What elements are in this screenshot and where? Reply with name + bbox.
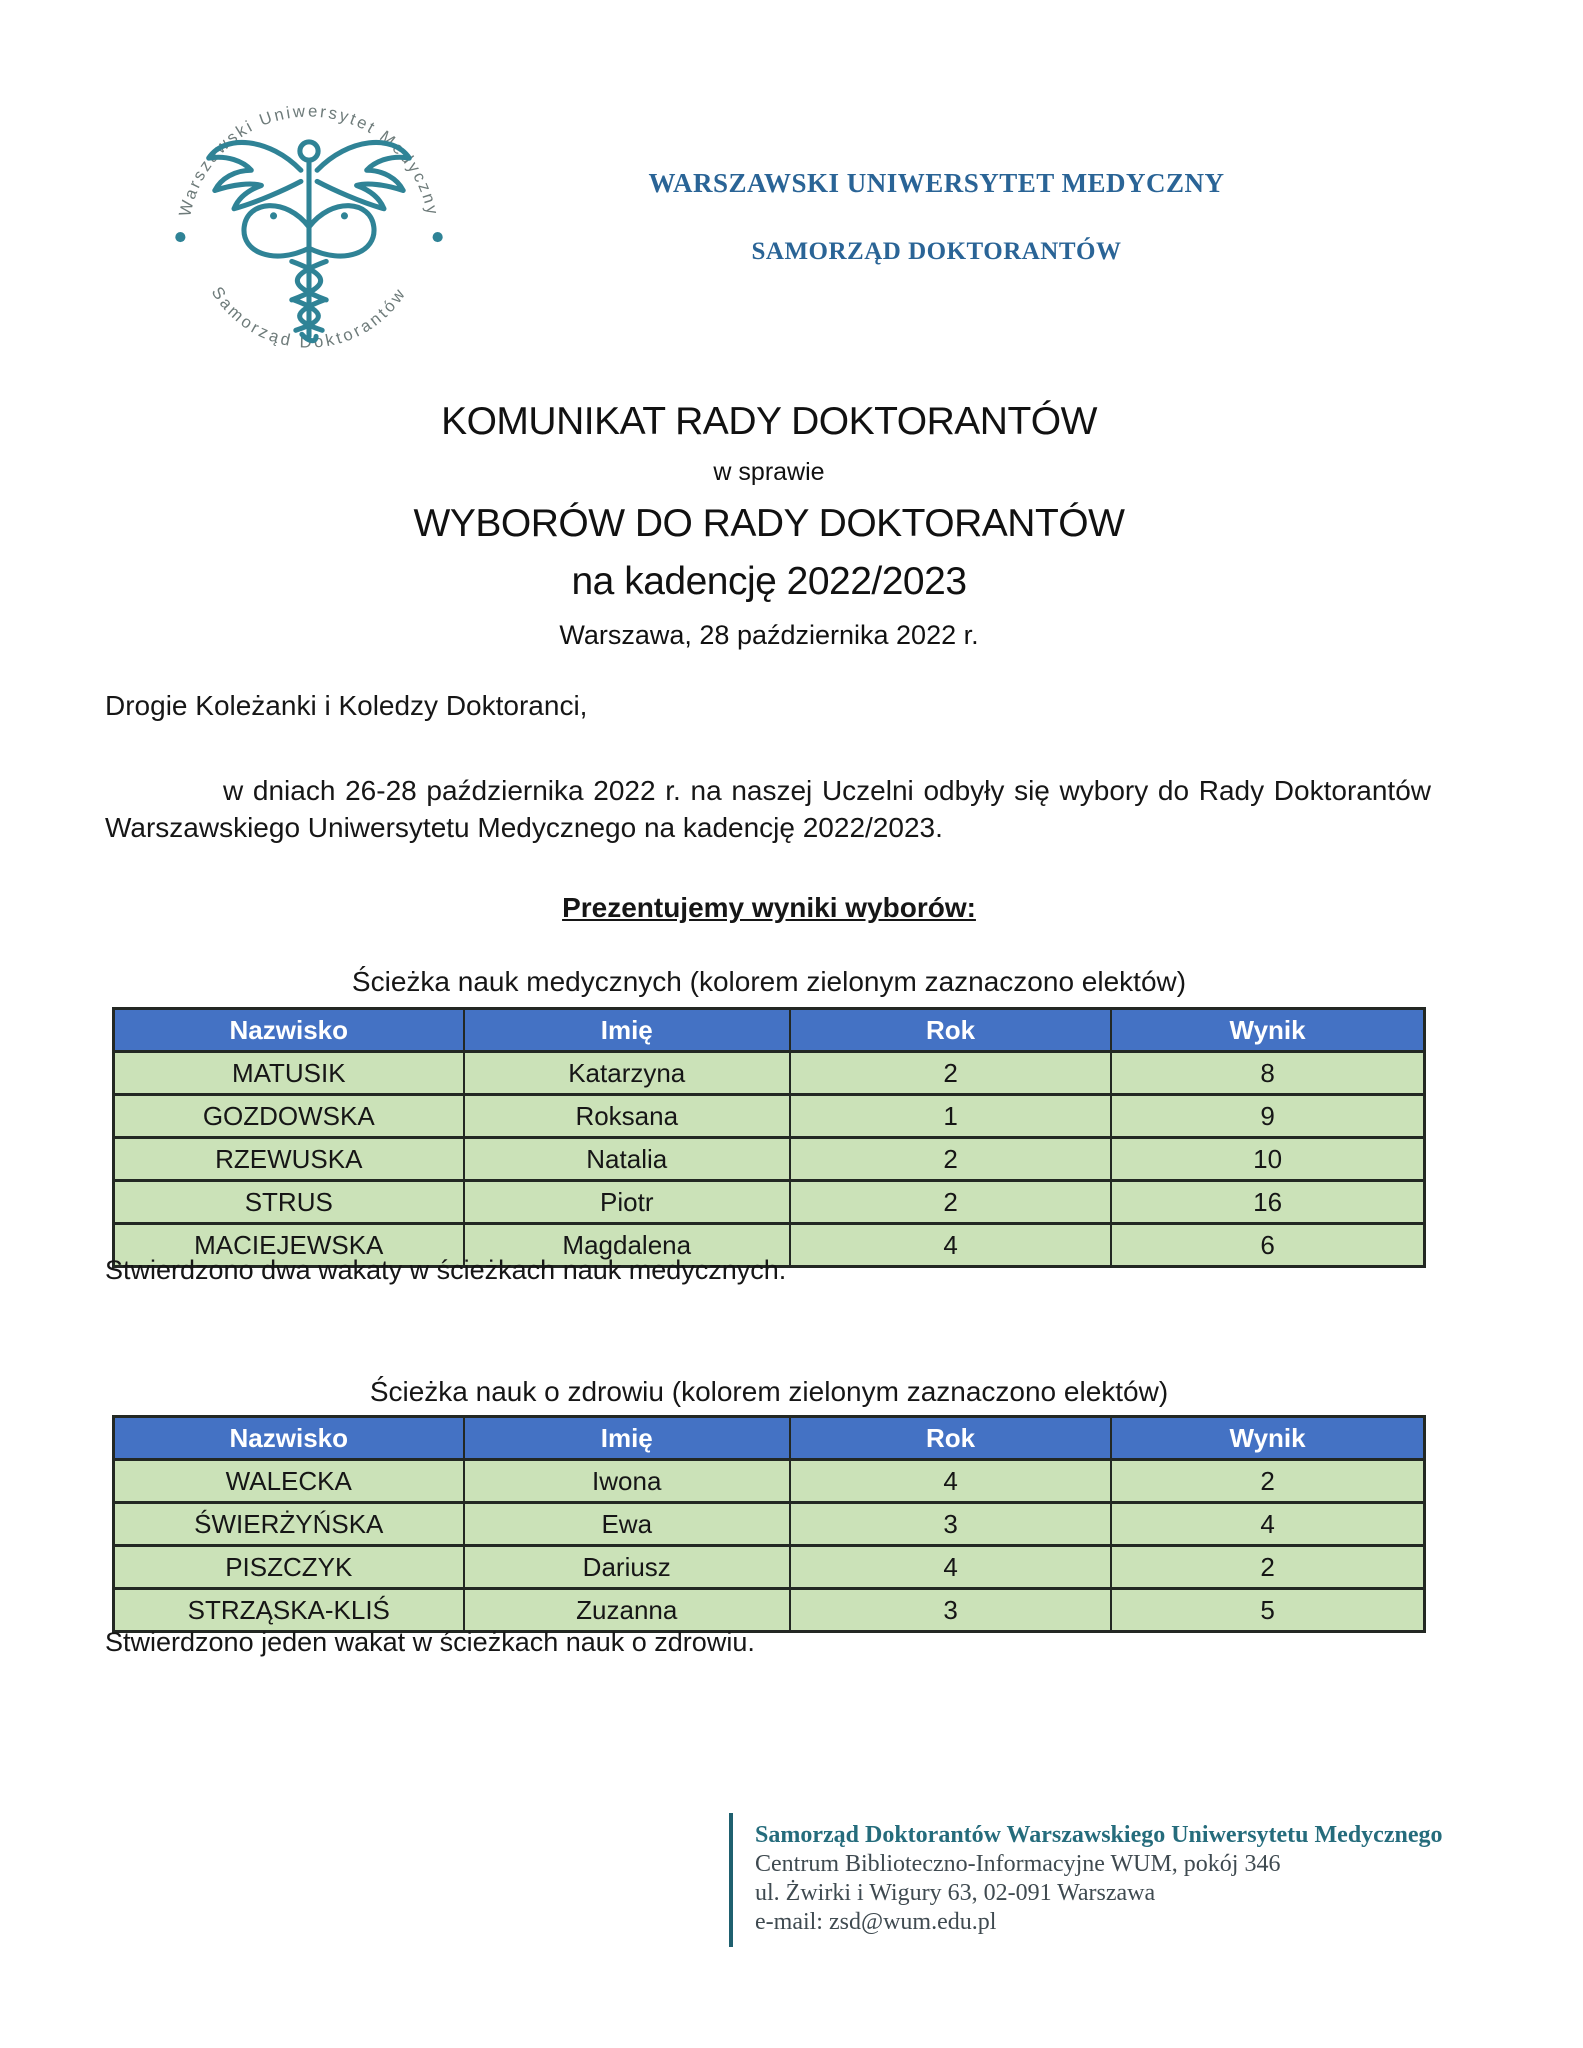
org-unit-line: SAMORZĄD DOKTORANTÓW [751, 238, 1122, 265]
table-cell: 5 [1111, 1589, 1424, 1632]
title-line-4: na kadencję 2022/2023 [571, 560, 967, 603]
table-cell: 9 [1111, 1095, 1424, 1138]
table-cell: STRZĄSKA-KLIŚ [114, 1589, 464, 1632]
logo-ring-top-text: Warszawski Uniwersytet Medyczny [175, 101, 443, 219]
table-cell: 1 [790, 1095, 1111, 1138]
table-header-row [114, 1417, 1425, 1460]
table-cell: 4 [790, 1224, 1111, 1267]
table-cell: Piotr [464, 1181, 790, 1224]
column-header: Nazwisko [114, 1417, 464, 1460]
table-caption-health: Ścieżka nauk o zdrowiu (kolorem zielonym zaznaczono elektów) [369, 1376, 1169, 1407]
table-cell: 3 [790, 1503, 1111, 1546]
table-cell: Ewa [464, 1503, 790, 1546]
table-cell: 2 [790, 1052, 1111, 1095]
table-header-row [114, 1009, 1425, 1052]
table-cell: WALECKA [114, 1460, 464, 1503]
table-cell: 2 [790, 1138, 1111, 1181]
footer-address-line: Centrum Biblioteczno-Informacyjne WUM, pokój 346 [755, 1851, 1281, 1877]
org-name-line: WARSZAWSKI UNIWERSYTET MEDYCZNY [648, 168, 1225, 198]
table-cell: MATUSIK [114, 1052, 464, 1095]
table-cell: GOZDOWSKA [114, 1095, 464, 1138]
greeting-text: Drogie Koleżanki i Koledzy Doktoranci, [105, 690, 588, 721]
logo-ring-bottom-text: Samorząd Doktorantów [207, 283, 411, 352]
vacancy-note-medical: Stwierdzono dwa wakaty w ścieżkach nauk medycznych. [105, 1255, 787, 1285]
table-cell: 4 [790, 1460, 1111, 1503]
title-line-3: WYBORÓW DO RADY DOKTORANTÓW [413, 502, 1125, 545]
table-row [114, 1460, 1425, 1503]
table-caption-medical: Ścieżka nauk medycznych (kolorem zielonym zaznaczono elektów) [351, 966, 1187, 997]
column-header: Rok [790, 1009, 1111, 1052]
table-cell: PISZCZYK [114, 1546, 464, 1589]
table-row [114, 1138, 1425, 1181]
table-cell: Zuzanna [464, 1589, 790, 1632]
table-cell: 10 [1111, 1138, 1424, 1181]
table-cell: ŚWIERŻYŃSKA [114, 1503, 464, 1546]
vacancy-note-health: Stwierdzono jeden wakat w ścieżkach nauk o zdrowiu. [105, 1627, 755, 1657]
table-row [114, 1503, 1425, 1546]
body-paragraph: w dniach 26-28 października 2022 r. na naszej Uczelni odbyły się wybory do Rady Doktorantów Warszawskiego Uniwersytetu Medycznego na kadencję 2022/2023. [105, 775, 1431, 843]
table-row [114, 1095, 1425, 1138]
results-heading: Prezentujemy wyniki wyborów: [562, 892, 976, 923]
table-cell: MACIEJEWSKA [114, 1224, 464, 1267]
column-header: Nazwisko [114, 1009, 464, 1052]
table-cell: 6 [1111, 1224, 1424, 1267]
wum-caduceus-logo [152, 82, 466, 378]
column-header: Wynik [1111, 1417, 1424, 1460]
title-line-2: w sprawie [713, 458, 825, 486]
table-cell: RZEWUSKA [114, 1138, 464, 1181]
table-cell: 16 [1111, 1181, 1424, 1224]
column-header: Imię [464, 1009, 790, 1052]
title-block [105, 396, 1433, 658]
table-cell: 4 [790, 1546, 1111, 1589]
results-table-health [112, 1415, 1426, 1633]
title-line-1: KOMUNIKAT RADY DOKTORANTÓW [441, 400, 1097, 443]
table-cell: Katarzyna [464, 1052, 790, 1095]
column-header: Wynik [1111, 1009, 1424, 1052]
table-cell: Iwona [464, 1460, 790, 1503]
column-header: Imię [464, 1417, 790, 1460]
table-medical-sciences [112, 1007, 1426, 1268]
footer-email-line: e-mail: zsd@wum.edu.pl [755, 1909, 997, 1935]
table-health-sciences [112, 1415, 1426, 1633]
table-row [114, 1546, 1425, 1589]
table-cell: 2 [1111, 1546, 1424, 1589]
table-cell: 2 [790, 1181, 1111, 1224]
table-cell: Roksana [464, 1095, 790, 1138]
results-table-medical [112, 1007, 1426, 1268]
table-cell: 3 [790, 1589, 1111, 1632]
footer-contact-block [729, 1813, 1442, 1947]
table-row [114, 1589, 1425, 1632]
column-header: Rok [790, 1417, 1111, 1460]
table-row [114, 1052, 1425, 1095]
table-cell: Magdalena [464, 1224, 790, 1267]
table-row [114, 1181, 1425, 1224]
table-cell: 2 [1111, 1460, 1424, 1503]
table-cell: Dariusz [464, 1546, 790, 1589]
table-cell: Natalia [464, 1138, 790, 1181]
table-cell: 4 [1111, 1503, 1424, 1546]
title-date: Warszawa, 28 października 2022 r. [559, 620, 979, 650]
footer-street-line: ul. Żwirki i Wigury 63, 02-091 Warszawa [755, 1880, 1156, 1906]
table-cell: 8 [1111, 1052, 1424, 1095]
footer-org-name: Samorząd Doktorantów Warszawskiego Uniwersytetu Medycznego [755, 1822, 1443, 1848]
table-cell: STRUS [114, 1181, 464, 1224]
